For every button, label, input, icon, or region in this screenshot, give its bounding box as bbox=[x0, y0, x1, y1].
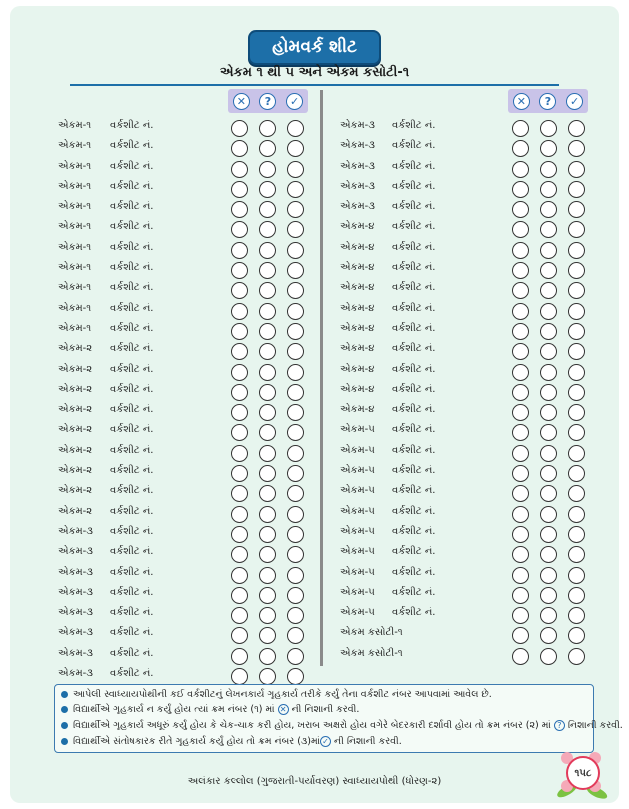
mark-circle-question[interactable] bbox=[259, 181, 276, 198]
mark-circle-question[interactable] bbox=[540, 262, 557, 279]
check-icon: ✓ bbox=[286, 93, 303, 110]
unit-label: એકમ-૪ bbox=[340, 241, 375, 253]
question-icon: ? bbox=[539, 93, 556, 110]
unit-label: એકમ-૧ bbox=[58, 120, 92, 131]
worksheet-label: વર્કશીટ નં. bbox=[392, 485, 436, 497]
mark-circle-cross[interactable] bbox=[231, 445, 248, 462]
note-4: વિદ્યાર્થીએ સંતોષકારક રીતે ગૃહકાર્ય કર્યું હોય તો ક્રમ નંબર (૩)માં ✓ ની નિશાની કરવી. bbox=[61, 736, 402, 747]
mark-circle-question[interactable] bbox=[259, 303, 276, 320]
mark-circle-check[interactable] bbox=[568, 242, 585, 259]
mark-circle-check[interactable] bbox=[287, 364, 304, 381]
mark-circle-cross[interactable] bbox=[231, 587, 248, 604]
mark-circle-check[interactable] bbox=[287, 526, 304, 543]
mark-circle-check[interactable] bbox=[287, 587, 304, 604]
unit-label: એકમ-૪ bbox=[340, 383, 375, 395]
mark-circle-cross[interactable] bbox=[512, 364, 529, 381]
cross-icon: ✕ bbox=[278, 704, 289, 715]
mark-circle-cross[interactable] bbox=[512, 384, 529, 401]
mark-circle-cross[interactable] bbox=[512, 161, 529, 178]
mark-circle-check[interactable] bbox=[287, 242, 304, 259]
mark-circle-question[interactable] bbox=[540, 526, 557, 543]
worksheet-label: વર્કશીટ નં. bbox=[110, 668, 154, 680]
mark-circle-question[interactable] bbox=[540, 384, 557, 401]
worksheet-label: વર્કશીટ નં. bbox=[110, 647, 154, 659]
mark-circle-question[interactable] bbox=[259, 506, 276, 523]
unit-label: એકમ-૨ bbox=[58, 485, 93, 497]
unit-label: એકમ-૨ bbox=[58, 465, 93, 477]
page-title: હોમવર્ક શીટ bbox=[248, 30, 381, 65]
unit-label: એકમ-૩ bbox=[58, 546, 93, 558]
worksheet-label: વર્કશીટ નં. bbox=[392, 586, 436, 598]
worksheet-label: વર્કશીટ નં. bbox=[110, 120, 154, 131]
unit-label: એકમ-૧ bbox=[58, 282, 92, 294]
mark-circle-cross[interactable] bbox=[512, 181, 529, 198]
mark-circle-check[interactable] bbox=[287, 567, 304, 584]
mark-circle-cross[interactable] bbox=[512, 648, 529, 665]
legend-right bbox=[508, 89, 588, 113]
unit-label: એકમ-૧ bbox=[58, 201, 92, 213]
mark-circle-check[interactable] bbox=[568, 181, 585, 198]
mark-circle-cross[interactable] bbox=[231, 607, 248, 624]
unit-label: એકમ-૧ bbox=[58, 180, 92, 192]
mark-circle-cross[interactable] bbox=[512, 587, 529, 604]
worksheet-label: વર્કશીટ નં. bbox=[110, 485, 154, 497]
check-icon: ✓ bbox=[320, 736, 331, 747]
page-number: ૧૫૮ bbox=[566, 756, 600, 790]
question-icon: ? bbox=[554, 720, 565, 731]
mark-circle-cross[interactable] bbox=[512, 526, 529, 543]
worksheet-label: વર્કશીટ નં. bbox=[392, 404, 436, 416]
worksheet-label: વર્કશીટ નં. bbox=[110, 363, 154, 375]
check-icon: ✓ bbox=[566, 93, 583, 110]
cross-icon: ✕ bbox=[513, 93, 530, 110]
question-icon: ? bbox=[259, 93, 276, 110]
worksheet-label: વર્કશીટ નં. bbox=[392, 282, 436, 294]
unit-label: એકમ-૧ bbox=[58, 160, 92, 172]
unit-label: એકમ-૧ bbox=[58, 322, 92, 334]
worksheet-label: વર્કશીટ નં. bbox=[392, 160, 436, 172]
worksheet-label: વર્કશીટ નં. bbox=[110, 322, 154, 334]
mark-circle-cross[interactable] bbox=[231, 242, 248, 259]
mark-circle-cross[interactable] bbox=[231, 323, 248, 340]
mark-circle-check[interactable] bbox=[287, 384, 304, 401]
mark-circle-cross[interactable] bbox=[512, 323, 529, 340]
mark-circle-check[interactable] bbox=[287, 506, 304, 523]
worksheet-label: વર્કશીટ નં. bbox=[110, 404, 154, 416]
unit-label: એકમ-૪ bbox=[340, 404, 375, 416]
mark-circle-check[interactable] bbox=[287, 262, 304, 279]
unit-label: એકમ કસોટી-૧ bbox=[340, 627, 403, 639]
worksheet-label: વર્કશીટ નં. bbox=[110, 201, 154, 213]
worksheet-label: વર્કશીટ નં. bbox=[110, 546, 154, 558]
unit-label: એકમ-૫ bbox=[340, 607, 375, 619]
worksheet-label: વર્કશીટ નં. bbox=[392, 262, 436, 274]
worksheet-label: વર્કશીટ નં. bbox=[392, 383, 436, 395]
mark-circle-check[interactable] bbox=[568, 445, 585, 462]
mark-circle-cross[interactable] bbox=[231, 161, 248, 178]
mark-circle-check[interactable] bbox=[568, 607, 585, 624]
unit-label: એકમ-૫ bbox=[340, 444, 375, 456]
note-1: આપેલી સ્વાધ્યાયપોથીની કઈ વર્કશીટનું લેખનકાર્ય ગૃહકાર્ય તરીકે કર્યું તેના વર્કશીટ નંબર આપવામાં આવેલ છે. bbox=[61, 689, 492, 700]
mark-circle-cross[interactable] bbox=[231, 506, 248, 523]
mark-circle-check[interactable] bbox=[568, 364, 585, 381]
mark-circle-cross[interactable] bbox=[231, 567, 248, 584]
unit-label: એકમ-૪ bbox=[340, 322, 375, 334]
worksheet-label: વર્કશીટ નં. bbox=[392, 322, 436, 334]
worksheet-label: વર્કશીટ નં. bbox=[392, 465, 436, 477]
unit-label: એકમ-૨ bbox=[58, 424, 93, 436]
unit-label: એકમ કસોટી-૧ bbox=[340, 647, 403, 659]
mark-circle-cross[interactable] bbox=[231, 648, 248, 665]
worksheet-label: વર્કશીટ નં. bbox=[110, 262, 154, 274]
worksheet-label: વર્કશીટ નં. bbox=[110, 343, 154, 355]
worksheet-label: વર્કશીટ નં. bbox=[392, 201, 436, 213]
mark-circle-question[interactable] bbox=[259, 648, 276, 665]
note-2: વિદ્યાર્થીએ ગૃહકાર્ય ન કર્યું હોય ત્યાં ક્રમ નંબર (૧) માં ✕ ની નિશાની કરવી. bbox=[61, 704, 359, 715]
unit-label: એકમ-૫ bbox=[340, 546, 375, 558]
mark-circle-question[interactable] bbox=[259, 120, 276, 137]
mark-circle-question[interactable] bbox=[540, 323, 557, 340]
mark-circle-question[interactable] bbox=[540, 445, 557, 462]
worksheet-label: વર્કશીટ નં. bbox=[392, 505, 436, 517]
mark-circle-question[interactable] bbox=[259, 587, 276, 604]
mark-circle-question[interactable] bbox=[259, 567, 276, 584]
mark-circle-cross[interactable] bbox=[512, 607, 529, 624]
mark-circle-cross[interactable] bbox=[231, 303, 248, 320]
mark-circle-question[interactable] bbox=[259, 323, 276, 340]
unit-label: એકમ-૨ bbox=[58, 383, 93, 395]
mark-circle-question[interactable] bbox=[259, 262, 276, 279]
mark-circle-check[interactable] bbox=[568, 506, 585, 523]
mark-circle-question[interactable] bbox=[540, 303, 557, 320]
worksheet-label: વર્કશીટ નં. bbox=[392, 546, 436, 558]
mark-circle-check[interactable] bbox=[568, 567, 585, 584]
mark-circle-cross[interactable] bbox=[512, 465, 529, 482]
worksheet-label: વર્કશીટ નં. bbox=[110, 505, 154, 517]
mark-circle-question[interactable] bbox=[259, 161, 276, 178]
mark-circle-question[interactable] bbox=[540, 465, 557, 482]
mark-circle-check[interactable] bbox=[287, 607, 304, 624]
mark-circle-check[interactable] bbox=[568, 303, 585, 320]
unit-label: એકમ-૪ bbox=[340, 363, 375, 375]
mark-circle-cross[interactable] bbox=[512, 303, 529, 320]
worksheet-label: વર્કશીટ નં. bbox=[392, 241, 436, 253]
worksheet-label: વર્કશીટ નં. bbox=[110, 525, 154, 537]
unit-label: એકમ-૪ bbox=[340, 302, 375, 314]
unit-label: એકમ-૧ bbox=[58, 140, 92, 152]
note-3: વિદ્યાર્થીએ ગૃહકાર્ય અધૂરું કર્યું હોય કે ચેક-ચાક કરી હોય, ખરાબ અક્ષરો હોય વગેરે બેદરકારી દર્શાવી હોય તો ક્રમ નંબર (૨) માં ? નિશાની કરવી. bbox=[61, 720, 623, 731]
legend-left bbox=[228, 89, 308, 113]
unit-label: એકમ-૧ bbox=[58, 262, 92, 274]
worksheet-label: વર્કશીટ નં. bbox=[110, 282, 154, 294]
mark-circle-check[interactable] bbox=[287, 668, 304, 685]
unit-label: એકમ-૩ bbox=[340, 140, 375, 152]
worksheet-label: વર્કશીટ નં. bbox=[110, 180, 154, 192]
worksheet-label: વર્કશીટ નં. bbox=[392, 221, 436, 233]
worksheet-label: વર્કશીટ નં. bbox=[392, 120, 436, 131]
worksheet-label: વર્કશીટ નં. bbox=[392, 444, 436, 456]
worksheet-label: વર્કશીટ નં. bbox=[392, 343, 436, 355]
mark-circle-question[interactable] bbox=[259, 445, 276, 462]
unit-label: એકમ-૨ bbox=[58, 444, 93, 456]
worksheet-label: વર્કશીટ નં. bbox=[110, 140, 154, 152]
mark-circle-check[interactable] bbox=[568, 262, 585, 279]
mark-circle-cross[interactable] bbox=[231, 668, 248, 685]
worksheet-label: વર્કશીટ નં. bbox=[392, 424, 436, 436]
instructions-box bbox=[54, 684, 623, 753]
mark-circle-check[interactable] bbox=[568, 384, 585, 401]
mark-circle-cross[interactable] bbox=[231, 364, 248, 381]
mark-circle-check[interactable] bbox=[287, 303, 304, 320]
worksheet-label: વર્કશીટ નં. bbox=[392, 566, 436, 578]
mark-circle-question[interactable] bbox=[540, 161, 557, 178]
worksheet-label: વર્કશીટ નં. bbox=[110, 465, 154, 477]
mark-circle-check[interactable] bbox=[568, 161, 585, 178]
column-divider bbox=[320, 90, 323, 666]
mark-circle-cross[interactable] bbox=[512, 262, 529, 279]
mark-circle-check[interactable] bbox=[287, 323, 304, 340]
worksheet-label: વર્કશીટ નં. bbox=[110, 383, 154, 395]
unit-label: એકમ-૨ bbox=[58, 505, 93, 517]
mark-circle-check[interactable] bbox=[568, 323, 585, 340]
mark-circle-question[interactable] bbox=[540, 648, 557, 665]
unit-label: એકમ-૩ bbox=[58, 566, 93, 578]
unit-label: એકમ-૫ bbox=[340, 424, 375, 436]
mark-circle-check[interactable] bbox=[568, 465, 585, 482]
mark-circle-check[interactable] bbox=[568, 648, 585, 665]
mark-circle-question[interactable] bbox=[540, 364, 557, 381]
worksheet-label: વર્કશીટ નં. bbox=[110, 586, 154, 598]
mark-circle-question[interactable] bbox=[540, 506, 557, 523]
mark-circle-check[interactable] bbox=[287, 648, 304, 665]
unit-label: એકમ-૧ bbox=[58, 221, 92, 233]
footer-text: અલંકાર કલ્લોલ (ગુજરાતી-પર્યાવરણ) સ્વાધ્યાયપોથી (ધોરણ-૨) bbox=[187, 776, 442, 787]
mark-circle-cross[interactable] bbox=[231, 526, 248, 543]
unit-label: એકમ-૨ bbox=[58, 363, 93, 375]
mark-circle-cross[interactable] bbox=[512, 506, 529, 523]
worksheet-label: વર્કશીટ નં. bbox=[392, 302, 436, 314]
mark-circle-cross[interactable] bbox=[231, 120, 248, 137]
worksheet-label: વર્કશીટ નં. bbox=[392, 607, 436, 619]
unit-label: એકમ-૫ bbox=[340, 586, 375, 598]
worksheet-label: વર્કશીટ નં. bbox=[110, 221, 154, 233]
unit-label: એકમ-૫ bbox=[340, 525, 375, 537]
title-area bbox=[0, 30, 629, 65]
unit-label: એકમ-૩ bbox=[340, 160, 375, 172]
mark-circle-cross[interactable] bbox=[231, 262, 248, 279]
unit-label: એકમ-૧ bbox=[58, 302, 92, 314]
unit-label: એકમ-૪ bbox=[340, 282, 375, 294]
mark-circle-question[interactable] bbox=[540, 181, 557, 198]
unit-label: એકમ-૫ bbox=[340, 566, 375, 578]
unit-label: એકમ-૫ bbox=[340, 485, 375, 497]
mark-circle-check[interactable] bbox=[287, 465, 304, 482]
unit-label: એકમ-૩ bbox=[58, 607, 93, 619]
mark-circle-check[interactable] bbox=[568, 526, 585, 543]
unit-label: એકમ-૩ bbox=[58, 586, 93, 598]
unit-label: એકમ-૫ bbox=[340, 465, 375, 477]
unit-label: એકમ-૩ bbox=[58, 525, 93, 537]
mark-circle-question[interactable] bbox=[259, 242, 276, 259]
mark-circle-check[interactable] bbox=[568, 587, 585, 604]
mark-circle-check[interactable] bbox=[568, 120, 585, 137]
mark-circle-question[interactable] bbox=[259, 668, 276, 685]
mark-circle-question[interactable] bbox=[540, 587, 557, 604]
mark-circle-question[interactable] bbox=[259, 607, 276, 624]
unit-label: એકમ-૪ bbox=[340, 262, 375, 274]
mark-circle-question[interactable] bbox=[259, 364, 276, 381]
mark-circle-cross[interactable] bbox=[231, 181, 248, 198]
mark-circle-question[interactable] bbox=[259, 526, 276, 543]
unit-label: એકમ-૩ bbox=[58, 627, 93, 639]
mark-circle-question[interactable] bbox=[540, 242, 557, 259]
unit-label: એકમ-૧ bbox=[58, 241, 92, 253]
page-subtitle: એકમ ૧ થી ૫ અને એકમ કસોટી-૧ bbox=[219, 65, 410, 80]
worksheet-label: વર્કશીટ નં. bbox=[110, 160, 154, 172]
unit-label: એકમ-૩ bbox=[340, 180, 375, 192]
unit-label: એકમ-૩ bbox=[340, 201, 375, 213]
mark-circle-question[interactable] bbox=[259, 465, 276, 482]
worksheet-label: વર્કશીટ નં. bbox=[110, 444, 154, 456]
worksheet-label: વર્કશીટ નં. bbox=[110, 607, 154, 619]
mark-circle-check[interactable] bbox=[287, 161, 304, 178]
worksheet-label: વર્કશીટ નં. bbox=[110, 241, 154, 253]
mark-circle-check[interactable] bbox=[287, 181, 304, 198]
unit-label: એકમ-૩ bbox=[58, 647, 93, 659]
mark-circle-cross[interactable] bbox=[512, 242, 529, 259]
mark-circle-question[interactable] bbox=[259, 384, 276, 401]
unit-label: એકમ-૨ bbox=[58, 343, 93, 355]
worksheet-label: વર્કશીટ નં. bbox=[110, 627, 154, 639]
mark-circle-question[interactable] bbox=[540, 567, 557, 584]
mark-circle-cross[interactable] bbox=[231, 465, 248, 482]
unit-label: એકમ-૩ bbox=[340, 120, 375, 131]
unit-label: એકમ-૫ bbox=[340, 505, 375, 517]
subtitle-underline bbox=[70, 84, 559, 86]
mark-circle-cross[interactable] bbox=[512, 445, 529, 462]
unit-label: એકમ-૪ bbox=[340, 221, 375, 233]
unit-label: એકમ-૨ bbox=[58, 404, 93, 416]
worksheet-label: વર્કશીટ નં. bbox=[392, 525, 436, 537]
worksheet-label: વર્કશીટ નં. bbox=[110, 302, 154, 314]
unit-label: એકમ-૩ bbox=[58, 668, 93, 680]
mark-circle-check[interactable] bbox=[287, 445, 304, 462]
cross-icon: ✕ bbox=[233, 93, 250, 110]
worksheet-label: વર્કશીટ નં. bbox=[110, 424, 154, 436]
mark-circle-check[interactable] bbox=[287, 120, 304, 137]
mark-circle-question[interactable] bbox=[540, 607, 557, 624]
worksheet-label: વર્કશીટ નં. bbox=[392, 363, 436, 375]
mark-circle-question[interactable] bbox=[540, 120, 557, 137]
worksheet-label: વર્કશીટ નં. bbox=[110, 566, 154, 578]
unit-label: એકમ-૪ bbox=[340, 343, 375, 355]
mark-circle-cross[interactable] bbox=[512, 120, 529, 137]
worksheet-label: વર્કશીટ નં. bbox=[392, 180, 436, 192]
mark-circle-cross[interactable] bbox=[512, 567, 529, 584]
worksheet-label: વર્કશીટ નં. bbox=[392, 140, 436, 152]
mark-circle-cross[interactable] bbox=[231, 384, 248, 401]
